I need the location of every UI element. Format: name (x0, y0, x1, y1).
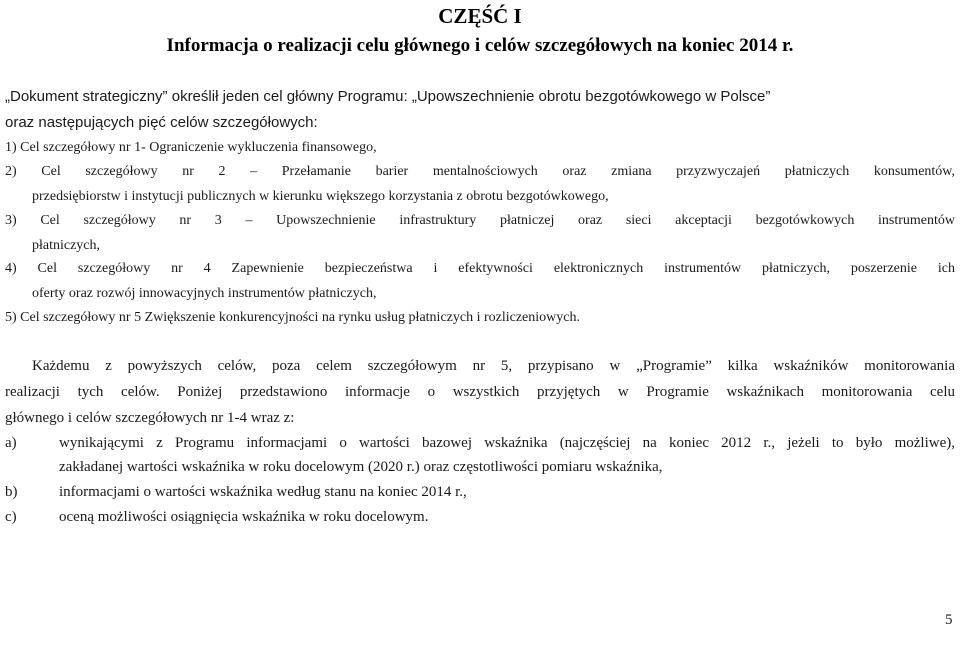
intro-line-2: oraz następujących pięć celów szczegółowych: (5, 114, 318, 131)
list-item-a-line-2: zakładanej wartości wskaźnika w roku docelowym (2020 r.) oraz częstotliwości pomiaru wskaźnika, (59, 459, 663, 475)
paragraph-line-3: głównego i celów szczegółowych nr 1-4 wraz z: (5, 410, 295, 426)
list-item-a-line-1: wynikającymi z Programu informacjami o wartości bazowej wskaźnika (najczęściej na koniec 2012 r., jeżeli to było możliwe), (59, 435, 955, 451)
page-title: Informacja o realizacji celu głównego i celów szczegółowych na koniec 2014 r. (166, 35, 794, 56)
list-item-b-line-1: informacjami o wartości wskaźnika według stanu na koniec 2014 r., (59, 484, 467, 500)
paragraph-line-2: realizacji tych celów. Poniżej przedstawiono informacje o wszystkich przyjętych w Programie wskaźnikach monitorowania celu (5, 384, 955, 400)
goal-3-line-1: 3) Cel szczegółowy nr 3 – Upowszechnienie infrastruktury płatniczej oraz sieci akceptacji bezgotówkowych instrumentów (5, 213, 955, 228)
goal-4-line-2: oferty oraz rozwój innowacyjnych instrumentów płatniczych, (32, 286, 377, 301)
paragraph-line-1: Każdemu z powyższych celów, poza celem szczegółowym nr 5, przypisano w „Programie” kilka wskaźników monitorowania (32, 358, 955, 374)
goal-2-line-1: 2) Cel szczegółowy nr 2 – Przełamanie barier mentalnościowych oraz zmiana przyzwyczajeń płatniczych konsumentów, (5, 164, 955, 179)
goal-3-line-2: płatniczych, (32, 238, 101, 253)
list-marker-b: b) (5, 484, 18, 500)
list-item-c-line-1: oceną możliwości osiągnięcia wskaźnika w roku docelowym. (59, 509, 429, 525)
list-marker-c: c) (5, 509, 17, 525)
list-marker-a: a) (5, 435, 17, 451)
goal-2-line-2: przedsiębiorstw i instytucji publicznych w kierunku większego korzystania z obrotu bezgotówkowego, (32, 189, 609, 204)
page-number: 5 (945, 612, 953, 628)
part-heading: CZĘŚĆ I (438, 4, 522, 28)
intro-line-1: „Dokument strategiczny” określił jeden cel główny Programu: „Upowszechnienie obrotu bezgotówkowego w Polsce” (5, 88, 771, 105)
goal-1-line-1: 1) Cel szczegółowy nr 1- Ograniczenie wykluczenia finansowego, (5, 140, 377, 155)
goal-4-line-1: 4) Cel szczegółowy nr 4 Zapewnienie bezpieczeństwa i efektywności elektronicznych instrumentów płatniczych, poszerzenie ich (5, 261, 955, 276)
goal-5-line-1: 5) Cel szczegółowy nr 5 Zwiększenie konkurencyjności na rynku usług płatniczych i rozliczeniowych. (5, 310, 580, 325)
